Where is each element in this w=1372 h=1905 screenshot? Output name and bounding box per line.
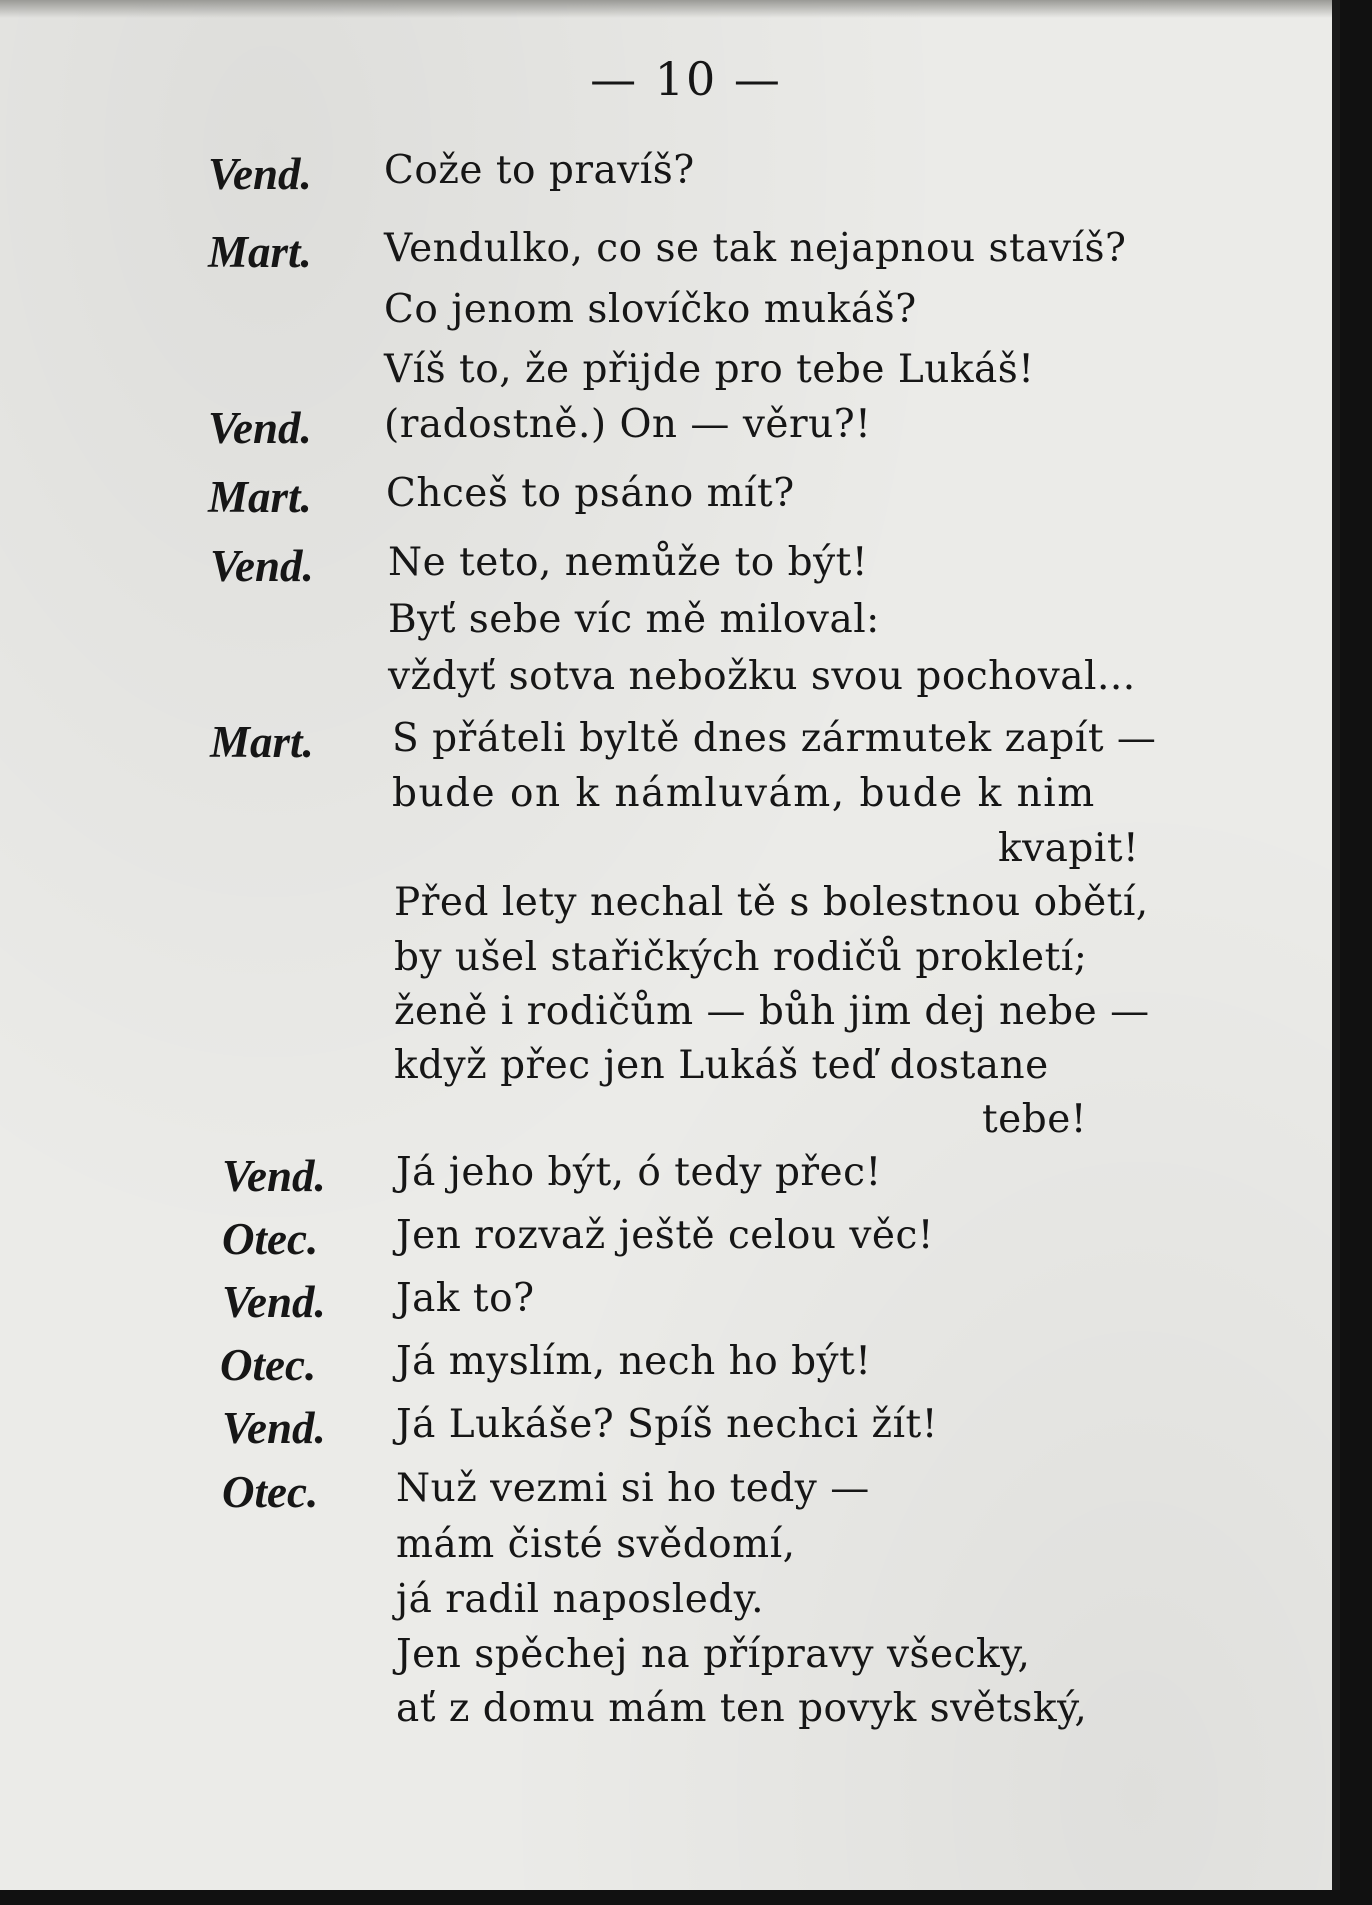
verse-text: ať z domu mám ten povyk světský, xyxy=(396,1686,1088,1731)
dialogue-line xyxy=(0,716,1340,774)
speaker-name: Vend. xyxy=(210,541,314,591)
dialogue-line xyxy=(0,1339,1340,1397)
dialogue-line xyxy=(0,1213,1340,1271)
dialogue-line xyxy=(0,654,1340,712)
verse-text: Ne teto, nemůže to být! xyxy=(388,540,869,585)
verse-text: Jen spěchej na přípravy všecky, xyxy=(396,1632,1031,1677)
speaker-name: Otec. xyxy=(222,1214,319,1264)
verse-text: Vendulko, co se tak nejapnou stavíš? xyxy=(384,226,1127,271)
speaker-name: Vend. xyxy=(208,149,312,199)
verse-text: (radostně.) On — věru?! xyxy=(384,402,872,447)
verse-text: tebe! xyxy=(982,1097,1087,1142)
dialogue-line xyxy=(0,471,1340,529)
verse-text: Jen rozvaž ještě celou věc! xyxy=(396,1213,934,1258)
verse-text: mám čisté svědomí, xyxy=(396,1522,796,1567)
dialogue-line xyxy=(0,826,1340,884)
verse-text: Byť sebe víc mě miloval: xyxy=(388,597,880,642)
dialogue-line xyxy=(0,1097,1340,1155)
dialogue-line xyxy=(0,989,1340,1047)
dialogue-line xyxy=(0,1402,1340,1460)
dialogue-line xyxy=(0,287,1340,345)
verse-text: já radil naposledy. xyxy=(396,1577,765,1622)
verse-text: ženě i rodičům — bůh jim dej nebe — xyxy=(394,989,1150,1034)
dialogue-line xyxy=(0,1522,1340,1580)
speaker-name: Vend. xyxy=(222,1151,326,1201)
dialogue-line xyxy=(0,540,1340,598)
dialogue-line xyxy=(0,1466,1340,1524)
dialogue-line xyxy=(0,1043,1340,1101)
dialogue-line xyxy=(0,402,1340,460)
verse-text: Před lety nechal tě s bolestnou obětí, xyxy=(394,880,1149,925)
verse-text: Co jenom slovíčko mukáš? xyxy=(384,287,917,332)
speaker-name: Vend. xyxy=(222,1403,326,1453)
dialogue-line xyxy=(0,148,1340,206)
verse-text: Já jeho být, ó tedy přec! xyxy=(396,1150,882,1195)
verse-text: bude on k námluvám, bude k nim xyxy=(392,771,1096,816)
verse-text: by ušel stařičkých rodičů prokletí; xyxy=(394,935,1088,980)
verse-text: Já myslím, nech ho být! xyxy=(396,1339,872,1384)
dialogue-line xyxy=(0,1577,1340,1635)
dialogue-line xyxy=(0,347,1340,405)
speaker-name: Vend. xyxy=(222,1277,326,1327)
verse-text: Chceš to psáno mít? xyxy=(386,471,795,516)
verse-text: Nuž vezmi si ho tedy — xyxy=(396,1466,870,1511)
dialogue-line xyxy=(0,935,1340,993)
speaker-name: Otec. xyxy=(220,1340,317,1390)
dialogue-line xyxy=(0,226,1340,284)
verse-text: Cože to pravíš? xyxy=(384,148,695,193)
verse-text: Víš to, že přijde pro tebe Lukáš! xyxy=(384,347,1035,392)
page-top-edge xyxy=(0,0,1340,18)
verse-text: S přáteli byltě dnes zármutek zapít — xyxy=(392,716,1157,761)
dialogue-line xyxy=(0,1686,1340,1744)
verse-text: vždyť sotva nebožku svou pochoval... xyxy=(388,654,1136,699)
dialogue-line xyxy=(0,1150,1340,1208)
page-number: — 10 — xyxy=(590,52,782,106)
verse-text: Jak to? xyxy=(396,1276,535,1321)
speaker-name: Vend. xyxy=(208,403,312,453)
dialogue-line xyxy=(0,1632,1340,1690)
dialogue-line xyxy=(0,880,1340,938)
speaker-name: Otec. xyxy=(222,1467,319,1517)
dialogue-line xyxy=(0,1276,1340,1334)
verse-text: když přec jen Lukáš teď dostane xyxy=(394,1043,1049,1088)
verse-text: Já Lukáše? Spíš nechci žít! xyxy=(396,1402,938,1447)
dialogue-line xyxy=(0,597,1340,655)
speaker-name: Mart. xyxy=(210,717,314,767)
verse-text: kvapit! xyxy=(998,826,1140,871)
speaker-name: Mart. xyxy=(208,472,312,522)
speaker-name: Mart. xyxy=(208,227,312,277)
dialogue-line xyxy=(0,771,1340,829)
